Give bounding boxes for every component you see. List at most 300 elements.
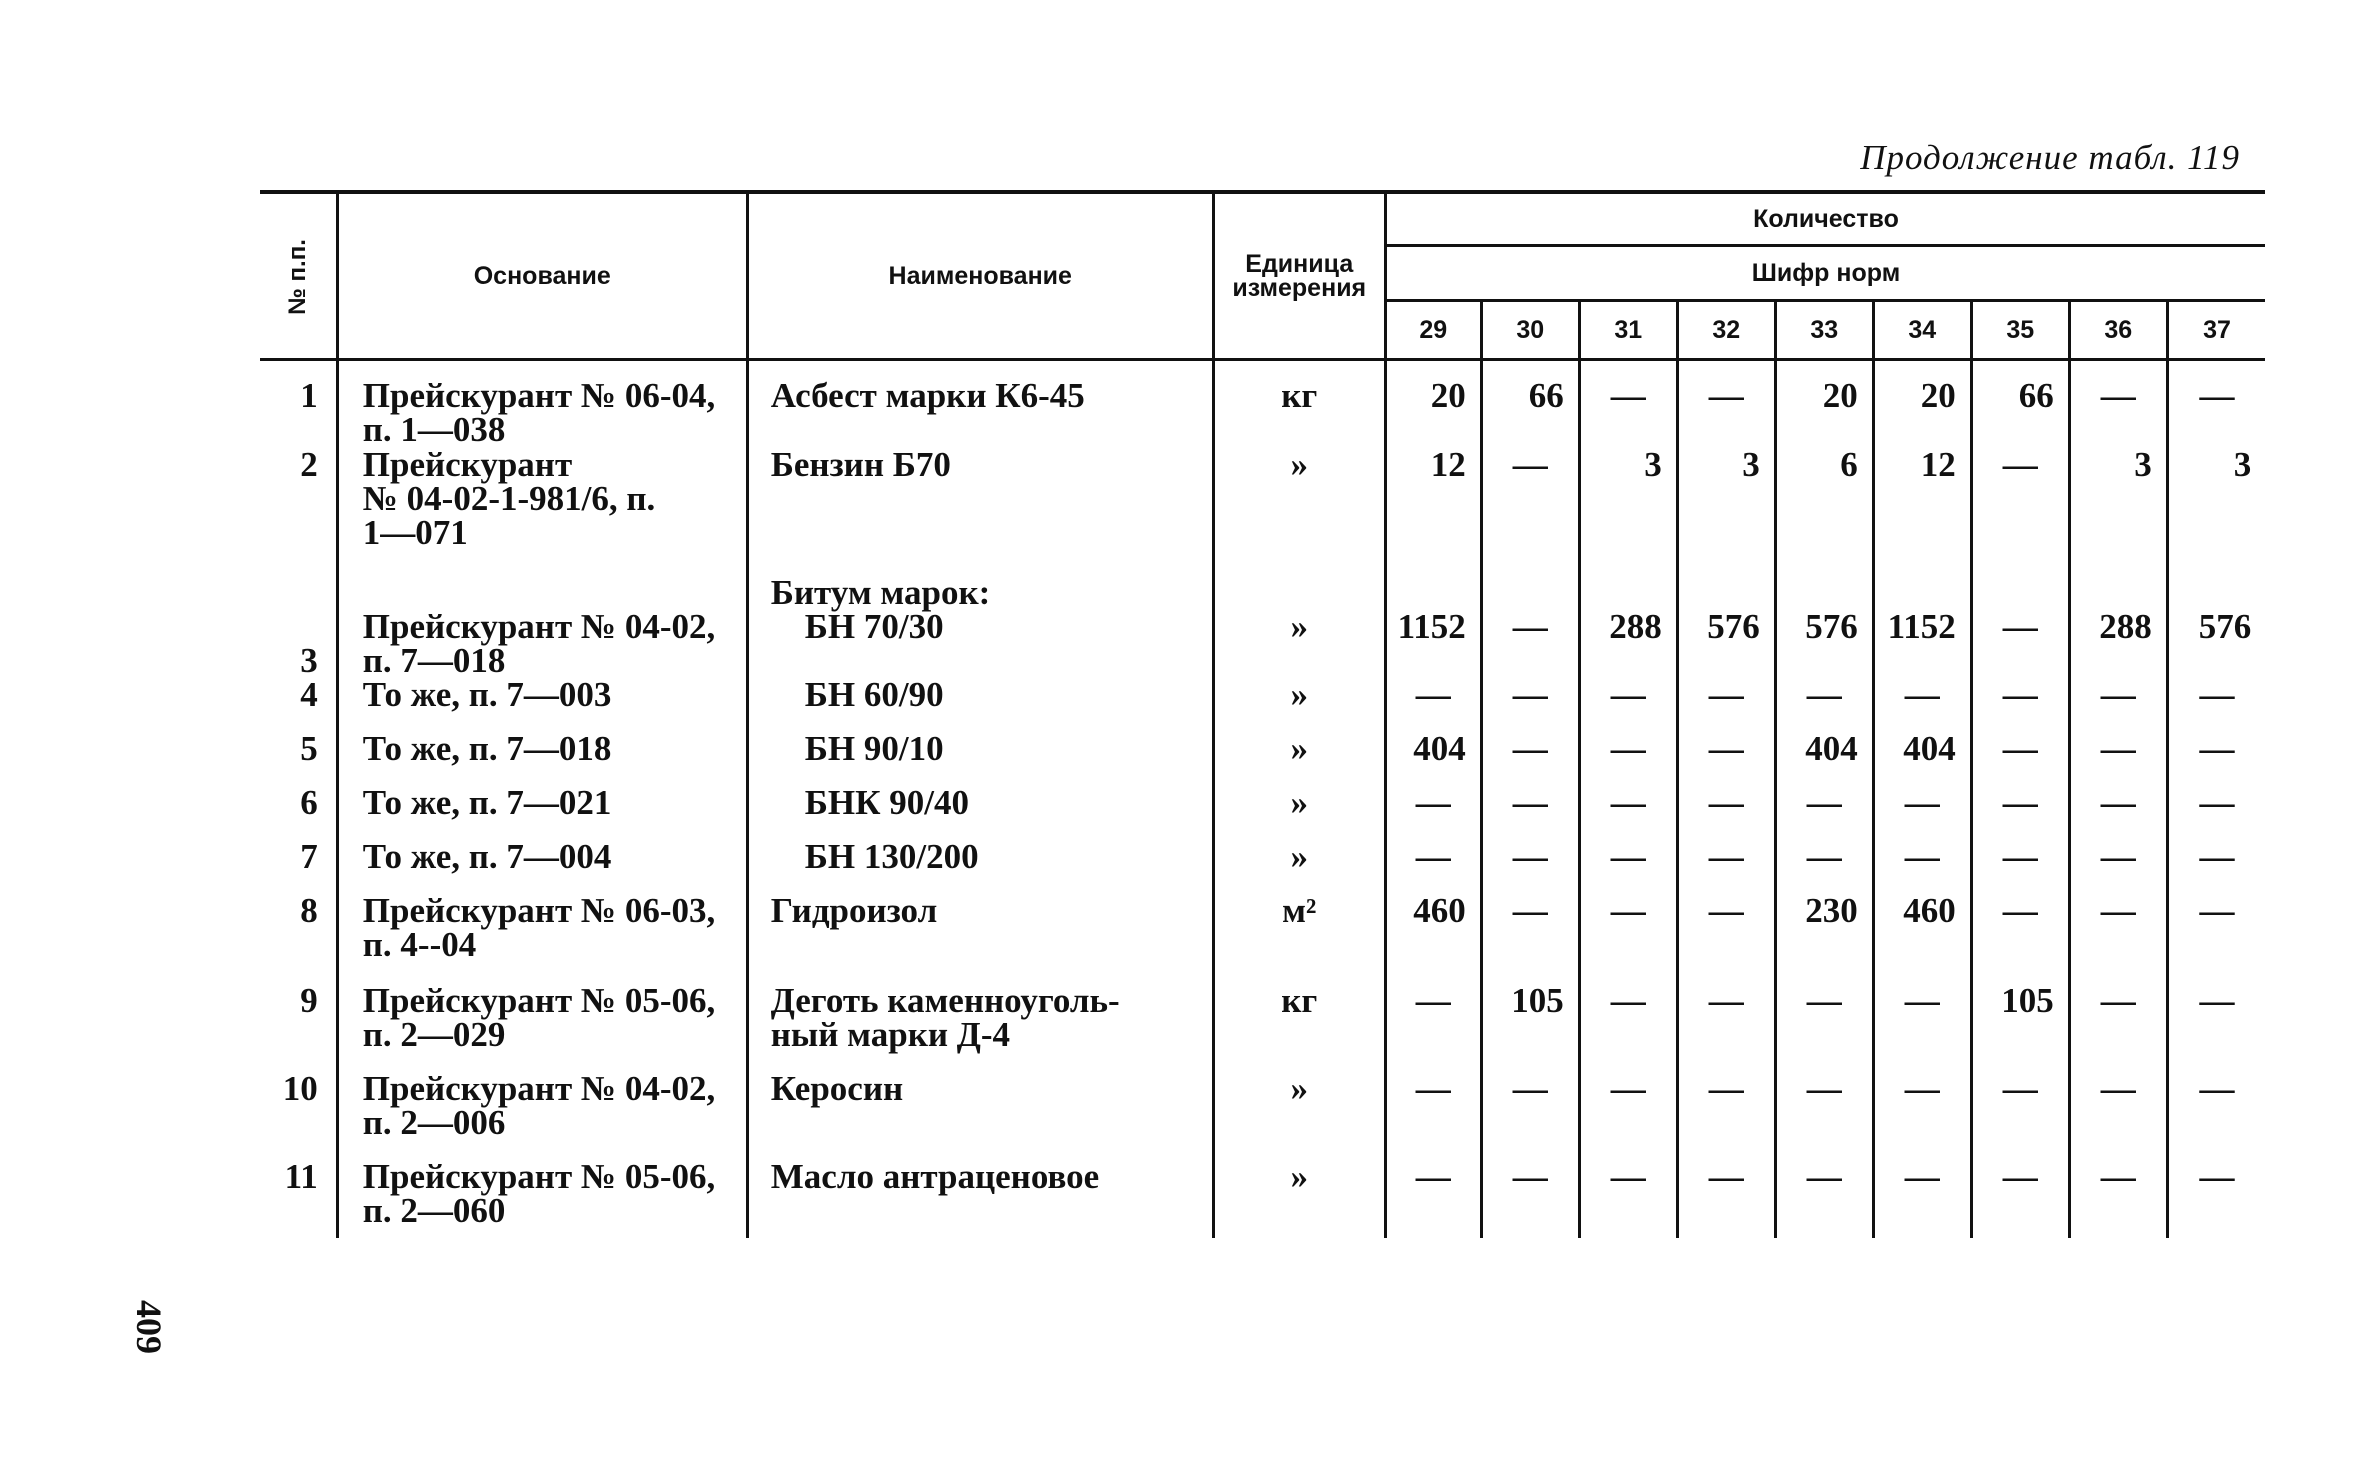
value-cell xyxy=(1677,728,1775,786)
value-text: — xyxy=(2002,1156,2038,1196)
value-text: — xyxy=(1512,728,1548,768)
value-cell xyxy=(1873,1068,1971,1160)
unit-cell xyxy=(1213,360,1385,448)
value-cell xyxy=(1677,890,1775,984)
header-basis: Основание xyxy=(337,192,747,360)
basis-line: То же, п. 7—021 xyxy=(362,782,612,822)
value-cell xyxy=(1775,444,1873,576)
name-cell xyxy=(747,1068,1213,1160)
value-cell xyxy=(1873,576,1971,678)
value-text: — xyxy=(2199,980,2235,1020)
value-cell xyxy=(1385,674,1481,732)
value-text: — xyxy=(2199,782,2235,822)
unit-text: » xyxy=(1290,606,1308,646)
value-cell xyxy=(2069,728,2167,786)
value-text: 20 xyxy=(1920,376,1956,415)
value-cell xyxy=(1579,360,1677,448)
value-cell xyxy=(1579,444,1677,576)
value-text: — xyxy=(1415,836,1451,876)
value-cell xyxy=(2069,1156,2167,1238)
unit-text: » xyxy=(1290,674,1308,714)
value-cell xyxy=(1385,444,1481,576)
row-number-text: 10 xyxy=(282,1068,318,1108)
value-text: — xyxy=(2002,1068,2038,1108)
basis-line: п. 4--04 xyxy=(362,924,477,964)
value-cell xyxy=(1481,782,1579,840)
unit-text: м² xyxy=(1282,890,1317,930)
row-number xyxy=(260,444,337,576)
value-text: — xyxy=(2002,890,2038,930)
row-number-text: 2 xyxy=(300,444,318,484)
code-column: 29 xyxy=(1385,301,1481,360)
basis-line: Прейскурант № 06-03, xyxy=(362,890,716,930)
value-cell xyxy=(1677,980,1775,1072)
value-text: — xyxy=(1806,1068,1842,1108)
code-column: 32 xyxy=(1677,301,1775,360)
name-cell xyxy=(747,980,1213,1072)
value-text: — xyxy=(1904,1156,1940,1196)
unit-text: кг xyxy=(1281,376,1318,415)
value-cell xyxy=(1775,1068,1873,1160)
value-cell xyxy=(2069,782,2167,840)
name-line: БН 130/200 xyxy=(804,836,979,876)
table-header xyxy=(260,192,2265,360)
value-text: 3 xyxy=(2134,444,2152,484)
row-number xyxy=(260,890,337,984)
value-text: — xyxy=(2199,376,2235,415)
value-text: — xyxy=(2100,674,2136,714)
value-cell xyxy=(1579,674,1677,732)
basis-line: п. 7—018 xyxy=(362,640,506,680)
code-column: 30 xyxy=(1481,301,1579,360)
unit-cell xyxy=(1213,1068,1385,1160)
value-text: 404 xyxy=(1903,728,1956,768)
table-row xyxy=(260,678,2265,732)
name-cell xyxy=(747,782,1213,840)
value-cell xyxy=(1579,1156,1677,1238)
table-row xyxy=(260,984,2265,1072)
value-cell xyxy=(1677,836,1775,894)
value-text: — xyxy=(1806,836,1842,876)
value-text: — xyxy=(1904,836,1940,876)
value-text: — xyxy=(1512,606,1548,646)
value-cell xyxy=(2167,674,2265,732)
value-cell xyxy=(1971,836,2069,894)
value-cell xyxy=(1775,674,1873,732)
value-text: 576 xyxy=(2198,606,2252,646)
header-quantity: Количество xyxy=(1385,192,2265,246)
basis-cell xyxy=(337,728,747,786)
page-number: 409 xyxy=(129,1300,169,1354)
value-text: 404 xyxy=(1805,728,1858,768)
value-text: 460 xyxy=(1903,890,1956,930)
value-text: 576 xyxy=(1805,606,1858,646)
table-row xyxy=(260,1072,2265,1160)
value-cell xyxy=(1971,674,2069,732)
value-text: — xyxy=(1904,674,1940,714)
name-cell xyxy=(747,1156,1213,1238)
value-cell xyxy=(1775,728,1873,786)
value-text: 3 xyxy=(1644,444,1662,484)
header-unit xyxy=(1213,192,1385,360)
basis-line: Прейскурант xyxy=(362,444,573,484)
value-text: 3 xyxy=(1742,444,1760,484)
value-text: 20 xyxy=(1430,376,1466,415)
value-cell xyxy=(1971,444,2069,576)
value-text: — xyxy=(2100,782,2136,822)
value-cell xyxy=(1579,728,1677,786)
row-number xyxy=(260,782,337,840)
value-cell xyxy=(1873,674,1971,732)
value-cell xyxy=(1579,576,1677,678)
value-cell xyxy=(1775,360,1873,448)
row-number-text: 9 xyxy=(300,980,318,1020)
value-text: 12 xyxy=(1430,444,1466,484)
value-text: — xyxy=(1904,980,1940,1020)
value-text: — xyxy=(1610,674,1646,714)
value-text: — xyxy=(2199,1068,2235,1108)
value-text: — xyxy=(1512,1156,1548,1196)
table-row xyxy=(260,448,2265,576)
value-cell xyxy=(1677,444,1775,576)
value-cell xyxy=(1385,782,1481,840)
unit-text: » xyxy=(1290,444,1308,484)
value-cell xyxy=(1481,890,1579,984)
value-text: — xyxy=(2199,1156,2235,1196)
value-text: 404 xyxy=(1413,728,1466,768)
value-text: 1152 xyxy=(1397,606,1466,646)
code-column: 34 xyxy=(1873,301,1971,360)
value-text: — xyxy=(2002,836,2038,876)
value-text: — xyxy=(1708,782,1744,822)
value-text: — xyxy=(1512,890,1548,930)
basis-cell xyxy=(337,674,747,732)
value-text: — xyxy=(1806,674,1842,714)
value-cell xyxy=(1481,1156,1579,1238)
value-cell xyxy=(1775,980,1873,1072)
row-number xyxy=(260,980,337,1072)
value-text: — xyxy=(2002,674,2038,714)
unit-text: » xyxy=(1290,782,1308,822)
basis-line: Прейскурант № 04-02, xyxy=(362,606,716,646)
value-text: — xyxy=(1415,1068,1451,1108)
value-cell xyxy=(1481,444,1579,576)
name-cell xyxy=(747,890,1213,984)
basis-cell xyxy=(337,576,747,678)
header-unit-line1: Единица xyxy=(1245,250,1354,278)
code-column: 31 xyxy=(1579,301,1677,360)
value-text: — xyxy=(2002,444,2038,484)
value-text: — xyxy=(1610,890,1646,930)
basis-cell xyxy=(337,1068,747,1160)
value-cell xyxy=(1873,980,1971,1072)
row-number xyxy=(260,576,337,678)
value-cell xyxy=(1775,782,1873,840)
basis-cell xyxy=(337,1156,747,1238)
unit-cell xyxy=(1213,674,1385,732)
code-column: 35 xyxy=(1971,301,2069,360)
value-text: — xyxy=(2002,728,2038,768)
value-cell xyxy=(1971,980,2069,1072)
value-cell xyxy=(1481,836,1579,894)
value-cell xyxy=(1481,576,1579,678)
value-text: — xyxy=(2199,890,2235,930)
name-line: Деготь каменноуголь- xyxy=(770,980,1120,1020)
value-text: — xyxy=(2100,1068,2136,1108)
value-text: 576 xyxy=(1707,606,1760,646)
value-cell xyxy=(1677,576,1775,678)
value-cell xyxy=(1677,782,1775,840)
row-number-text: 5 xyxy=(300,728,318,768)
basis-line: п. 2—060 xyxy=(362,1190,506,1230)
basis-line: Прейскурант № 04-02, xyxy=(362,1068,716,1108)
value-cell xyxy=(1385,728,1481,786)
row-number-text: 4 xyxy=(300,674,318,714)
name-line: БН 60/90 xyxy=(804,674,944,714)
code-column: 37 xyxy=(2167,301,2265,360)
value-cell xyxy=(1481,1068,1579,1160)
value-cell xyxy=(2167,1156,2265,1238)
table-row xyxy=(260,576,2265,678)
value-text: — xyxy=(2100,890,2136,930)
value-cell xyxy=(2069,890,2167,984)
header-codes: Шифр норм xyxy=(1385,246,2265,301)
unit-text: » xyxy=(1290,1068,1308,1108)
value-cell xyxy=(2167,444,2265,576)
basis-cell xyxy=(337,836,747,894)
materials-table xyxy=(260,190,2265,1238)
value-cell xyxy=(1873,360,1971,448)
value-text: 6 xyxy=(1840,444,1858,484)
value-text: 230 xyxy=(1805,890,1858,930)
value-cell xyxy=(1385,1156,1481,1238)
value-cell xyxy=(2069,980,2167,1072)
basis-line: 1—071 xyxy=(362,512,468,552)
row-number xyxy=(260,674,337,732)
value-cell xyxy=(2167,360,2265,448)
name-line: Масло антраценовое xyxy=(770,1156,1100,1196)
basis-cell xyxy=(337,444,747,576)
value-cell xyxy=(1971,782,2069,840)
unit-cell xyxy=(1213,980,1385,1072)
value-cell xyxy=(1677,674,1775,732)
value-cell xyxy=(1481,980,1579,1072)
value-text: — xyxy=(1512,674,1548,714)
value-cell xyxy=(2069,576,2167,678)
value-text: — xyxy=(1708,980,1744,1020)
name-cell xyxy=(747,674,1213,732)
value-cell xyxy=(1677,1156,1775,1238)
basis-line: Прейскурант № 05-06, xyxy=(362,980,716,1020)
header-name: Наименование xyxy=(747,192,1213,360)
value-text: — xyxy=(2199,674,2235,714)
value-text: 105 xyxy=(2001,980,2054,1020)
name-cell xyxy=(747,444,1213,576)
value-cell xyxy=(1385,360,1481,448)
value-text: — xyxy=(1904,782,1940,822)
value-cell xyxy=(1971,360,2069,448)
table-row xyxy=(260,1160,2265,1238)
value-cell xyxy=(1385,980,1481,1072)
value-cell xyxy=(1385,1068,1481,1160)
value-text: — xyxy=(1610,728,1646,768)
value-text: — xyxy=(2100,836,2136,876)
value-text: 3 xyxy=(2233,444,2252,484)
value-cell xyxy=(2167,782,2265,840)
value-text: 66 xyxy=(2018,376,2054,415)
value-cell xyxy=(1677,360,1775,448)
value-text: — xyxy=(1610,1156,1646,1196)
row-number xyxy=(260,728,337,786)
table-row xyxy=(260,732,2265,786)
value-text: — xyxy=(1708,728,1744,768)
code-column: 36 xyxy=(2069,301,2167,360)
value-cell xyxy=(2167,980,2265,1072)
row-number-text: 1 xyxy=(300,376,318,415)
row-number xyxy=(260,1068,337,1160)
value-cell xyxy=(1385,576,1481,678)
basis-line: То же, п. 7—003 xyxy=(362,674,612,714)
unit-text: » xyxy=(1290,836,1308,876)
value-text: — xyxy=(1708,836,1744,876)
unit-cell xyxy=(1213,836,1385,894)
basis-line: Прейскурант № 06-04, xyxy=(362,376,716,415)
value-cell xyxy=(1873,782,1971,840)
value-cell xyxy=(2069,1068,2167,1160)
basis-line: № 04-02-1-981/6, п. xyxy=(362,478,656,518)
name-cell xyxy=(747,360,1213,448)
row-number xyxy=(260,836,337,894)
value-text: — xyxy=(2100,728,2136,768)
value-text: — xyxy=(1415,674,1451,714)
value-text: — xyxy=(1708,890,1744,930)
name-cell xyxy=(747,836,1213,894)
name-line: Гидроизол xyxy=(770,890,938,930)
value-cell xyxy=(2069,836,2167,894)
value-text: 1152 xyxy=(1887,606,1956,646)
header-unit-line2: измерения xyxy=(1232,274,1367,302)
value-cell xyxy=(1873,890,1971,984)
value-cell xyxy=(2069,674,2167,732)
value-cell xyxy=(1775,576,1873,678)
value-text: — xyxy=(1904,1068,1940,1108)
value-cell xyxy=(2069,360,2167,448)
value-text: 12 xyxy=(1920,444,1956,484)
value-text: — xyxy=(1610,1068,1646,1108)
table-row xyxy=(260,840,2265,894)
value-cell xyxy=(1971,1156,2069,1238)
row-number xyxy=(260,360,337,448)
value-text: — xyxy=(2199,836,2235,876)
name-line: Бензин Б70 xyxy=(770,444,951,484)
name-line: БН 90/10 xyxy=(804,728,944,768)
value-cell xyxy=(2069,444,2167,576)
value-text: — xyxy=(1708,376,1744,415)
value-cell xyxy=(1873,1156,1971,1238)
value-cell xyxy=(1677,1068,1775,1160)
value-cell xyxy=(1971,728,2069,786)
value-text: — xyxy=(1415,1156,1451,1196)
value-text: — xyxy=(2002,782,2038,822)
unit-cell xyxy=(1213,728,1385,786)
name-cell xyxy=(747,728,1213,786)
value-text: 288 xyxy=(2099,606,2152,646)
table-row xyxy=(260,360,2265,448)
value-text: — xyxy=(1610,376,1646,415)
name-line: Асбест марки К6-45 xyxy=(770,376,1085,415)
value-cell xyxy=(1971,890,2069,984)
value-cell xyxy=(1775,836,1873,894)
value-text: 66 xyxy=(1528,376,1564,415)
unit-text: » xyxy=(1290,1156,1308,1196)
value-text: — xyxy=(1708,674,1744,714)
name-group-header: Битум марок: xyxy=(770,572,991,612)
table-body xyxy=(260,360,2265,1238)
value-text: — xyxy=(2002,606,2038,646)
value-text: — xyxy=(1806,782,1842,822)
value-text: — xyxy=(1610,782,1646,822)
value-text: — xyxy=(1708,1068,1744,1108)
value-text: 20 xyxy=(1822,376,1858,415)
value-text: — xyxy=(1610,980,1646,1020)
basis-line: п. 1—038 xyxy=(362,410,506,449)
value-text: 460 xyxy=(1413,890,1466,930)
header-num-label: № п.п. xyxy=(283,238,311,315)
row-number-text: 6 xyxy=(300,782,318,822)
name-cell xyxy=(747,572,1213,678)
value-cell xyxy=(1775,890,1873,984)
unit-cell xyxy=(1213,444,1385,576)
row-number xyxy=(260,1156,337,1238)
value-cell xyxy=(1775,1156,1873,1238)
row-number-text: 8 xyxy=(300,890,318,930)
value-cell xyxy=(1971,1068,2069,1160)
name-line: ный марки Д-4 xyxy=(770,1014,1011,1054)
value-text: — xyxy=(1610,836,1646,876)
basis-cell xyxy=(337,360,747,448)
header-num xyxy=(260,192,337,360)
value-cell xyxy=(1481,728,1579,786)
value-cell xyxy=(1481,360,1579,448)
row-number-text: 11 xyxy=(284,1156,318,1196)
value-cell xyxy=(2167,728,2265,786)
basis-line: п. 2—006 xyxy=(362,1102,506,1142)
value-text: — xyxy=(1415,980,1451,1020)
value-cell xyxy=(2167,1068,2265,1160)
value-text: 105 xyxy=(1511,980,1564,1020)
table-caption: Продолжение табл. 119 xyxy=(1860,138,2240,177)
table-row xyxy=(260,894,2265,984)
value-cell xyxy=(1385,890,1481,984)
value-cell xyxy=(1873,728,1971,786)
basis-cell xyxy=(337,980,747,1072)
value-cell xyxy=(1481,674,1579,732)
value-cell xyxy=(1873,836,1971,894)
unit-text: кг xyxy=(1281,980,1318,1020)
value-text: — xyxy=(1512,444,1548,484)
value-text: — xyxy=(1512,782,1548,822)
value-cell xyxy=(1579,782,1677,840)
basis-line: То же, п. 7—004 xyxy=(362,836,612,876)
basis-line: п. 2—029 xyxy=(362,1014,506,1054)
value-cell xyxy=(2167,890,2265,984)
basis-cell xyxy=(337,890,747,984)
unit-cell xyxy=(1213,1156,1385,1238)
unit-cell xyxy=(1213,890,1385,984)
value-cell xyxy=(1873,444,1971,576)
row-number-text: 3 xyxy=(300,640,318,680)
basis-cell xyxy=(337,782,747,840)
